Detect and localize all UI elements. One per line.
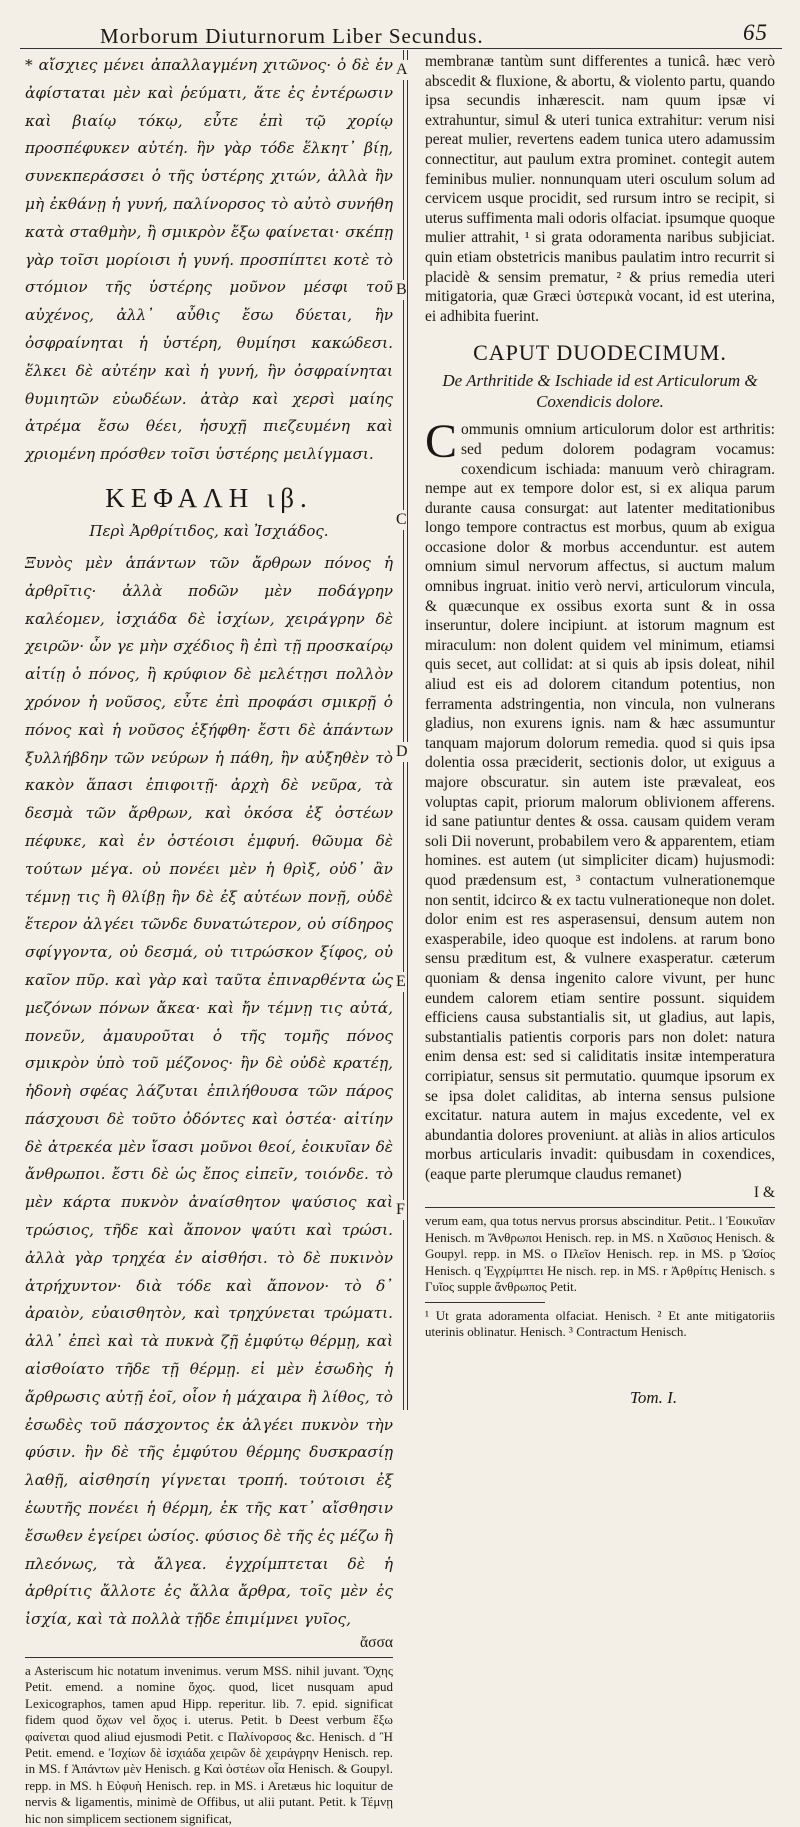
running-title: Morborum Diuturnorum Liber Secundus. <box>100 24 484 48</box>
footnote-rule <box>25 1657 393 1658</box>
signature-mark: Tom. I. <box>630 1388 678 1407</box>
drop-cap-letter: C <box>425 415 458 469</box>
page-number: 65 <box>743 20 768 45</box>
margin-letter-c: C <box>396 511 407 528</box>
footnote-rule-short <box>425 1302 545 1303</box>
header-rule <box>20 48 782 49</box>
latin-chapter-title: CAPUT DUODECIMUM. <box>473 340 727 366</box>
margin-letter-b: B <box>396 281 407 298</box>
latin-body-text <box>425 415 775 1184</box>
greek-catchword: ἄσσα <box>360 1634 393 1652</box>
greek-chapter-subtitle: Περὶ Ἀρθρίτιδος, καὶ Ἰσχιάδος. <box>89 521 329 540</box>
footnote-rule-right <box>425 1207 775 1208</box>
column-gutter <box>396 50 422 1410</box>
greek-intro-paragraph: * αἴσχιες μένει ἀπαλλαγμένη χιτῶνος· ὁ δὲ ἐν ἀφίσταται μὲν καὶ ῥεύματι, ἅτε ἐς ἐντέρωσιν καὶ βιαίῳ τόκῳ, εὖτε ἐπὶ τῷ χορίῳ προσπέφυκεν αὐτέη. ἢν γὰρ τόδε ἕλκητ᾽ βίῃ, συνεκπεράσσει ὁ τῆς ὑστέρης χιτών, ἀλλὰ ἢν μὴ ἐκθάνῃ ἡ γυνή, παλίνορσος τὸ αὐτὸ συνήθη κατὰ σταθμὴν, ἢ σμικρὸν ἔξω φαίνεται· σκέπῃ γὰρ τοῖσι μορίοισι ἡ γυνή. προσπίπτει κοτὲ τὸ στόμιον τῆς ὑστέρης μοῦνον μέσφι τοῦ αὐχένος, ἀλλ᾽ αὖθις ἔσω δύεται, ἢν ὀσφραίνηται ἡ ὑστέρη, θυμίησι κακώδεσι. ἕλκει δὲ αὐτέην καὶ ἡ γυνή, ἢν ὀσφραίνηται θυμιητῶν εὐωδέων. ἀτὰρ καὶ χερσὶ μαίης ἀτρέμα ἔσω θέει, ἡσυχῇ πιεζευμένη καὶ χριομένη πρόσθεν τοῖσι ὑστέρης μειλίγμασι. <box>25 56 393 464</box>
margin-letter-a: A <box>396 61 408 78</box>
latin-body-content: ommunis omnium articulorum dolor est arthritis: sed pedum dolorem podagram vocamus: coxendicum ischiada: manuum verò chiragram. nempe aut ex tempore dolor est, si ex aliqua parum durante causa consurgat: aut latenter meditationibus longo tempore contractus est morbus, quum ab exigua occasione dolor & morbus accenduntur. est autem omnium simul nervorum affectus, si auctum malum omnibus ingruat. initio verò nervi, articulorum vincula, & quæcunque ex ossibus exorta sunt & in ossa inseruntur, dolere incipiunt. at istorum magnum est miraculum: non dolent quidem vel minimum, etiamsi quis secet, aut collidat: at si quis ab ipsis doleat, nihil aliud est eis ad dolorem citandum potentius, non ferramenta adstringentia, non vincula, non vulnerans gladius, non exurens ignis. nam & hæc assumuntur tanquam majorum dolorum remedia. quod si quis ipsa dolentia ossa præciderit, sectionis dolor, ut exiguus a majore obscuratur. sin autem iste prævaleat, eos voluptas capit, priorum malorum oblivionem afferens. id sane patiuntur dentes & ossa. causam quidem veram soli Dii noverunt, probabilem vero & apparentem, etiam homines. est autem (ut simpliciter dicam) hujusmodi: quod prædensum est, ³ contactum vulnerationemque non sentit, idcirco & ex tactu vulnerationeque non dolet. dolor enim est res asperasensui, densum autem non exasperabile, ideo quoque est indolens. at rarum bono sensu præditum est, & vulnere exasperatur. cæterum quoniam & densa ingenito calore vivunt, per hunc eundem calorem etiam sentire possunt. siquidem efficiens causa substantialis sit, ut gladius, aut lapis, substantialis patientis corporis pars non dolet: natura enim densa est: sed si caliditatis insitæ intemperatura corripiatur, sensus sit permutatio. quumque ipsorum ex se ipsa dolet caliditas, ab interna sensus pulsione excitatur. natura autem in majus excedente, vel ex abundantia dolores proveniunt. at aliàs in alios articulos morbus articularis invadit: quibusdam in coxendices, (eaque parte plerumque claudus remanet) <box>425 421 775 1183</box>
margin-letter-d: D <box>396 743 408 760</box>
latin-numbered-footnotes: ¹ Ut grata adoramenta olfaciat. Henisch. ² Et ante mitigatoriis uterinis oblinatur. Henisch. ³ Contractum Henisch. <box>425 1307 775 1339</box>
greek-chapter-title: ΚΕΦΑΛΗ ιβ. <box>105 482 313 513</box>
latin-catchword: I & <box>753 1184 775 1202</box>
margin-letter-e: E <box>396 973 406 990</box>
latin-chapter-subtitle: De Arthritide & Ischiade id est Articulorum & Coxendicis dolore. <box>442 371 758 412</box>
greek-column <box>25 52 393 1826</box>
running-header <box>100 18 770 52</box>
greek-body-text: Ξυνὸς μὲν ἁπάντων τῶν ἄρθρων πόνος ἡ ἀρθρῖτις· ἀλλὰ ποδῶν μὲν ποδάγρην καλέομεν, ἰσχιάδα δὲ ἰσχίων, χειράγρην δὲ χειρῶν· ὧν γε μὴν σχέδιος ἢ ἐπὶ τῇ προσκαίρῳ αἰτίῃ ὁ πόνος, ἢ κρύφιον δὲ μελέτῃσι πολλὸν χρόνον ἡ νοῦσος, εὖτε ἐπὶ προφάσι σμικρῇ ὁ πόνος καὶ ἡ νοῦσος ἐξήφθη· ἔστι δὲ ἁπάντων ξυλλήβδην τῶν νεύρων ἡ πάθη, ἢν αὐξηθὲν τὸ κακὸν ἅπασι ἐπιφοιτῇ· ἀρχὴ δὲ νεῦρα, τὰ δεσμὰ τῶν ἄρθρων, καὶ ὁκόσα ἐξ ὀστέων πέφυκε, καὶ ἐν ὀστέοισι ἐμφυή. θῶυμα δὲ τούτων μέγα. οὐ πονέει μὲν ἡ θρὶξ, οὐδ᾽ ἂν τέμνῃ τις ἢ θλίβῃ ἢν δὲ ἐξ αὐτέων πονῇ, οὐδὲ ἕτερον ἀλγέει τῶνδε δυνατώτερον, οὐ σίδηρος σφίγγοντα, οὐ δεσμά, οὐ τιτρώσκον ξίφος, οὐ καῖον πῦρ. καὶ γὰρ καὶ ταῦτα ἐπιναρθέντα ὡς μεζόνων πόνων ἄκεα· καὶ ἤν τέμνῃ τις αὐτά, πονεῦν, ἀμαυροῦται ὁ τῆς τομῆς πόνος σμικρὸν ὑπὸ τοῦ μέζονος· ἢν δὲ οὐδὲ κρατέῃ, ἡδονὴ σφέας λάζυται ἐπιλήθουσα τῶν πάρος πάσχουσι δὲ τοῦτο ὀδόντες καὶ ὀστέα· αἰτίην δὲ ἀτρεκέα μὲν ἴσασι μοῦνοι θεοί, ἐοικυῖαν δὲ ἄνθρωποι. ἔστι δὲ ὡς ἔπος εἰπεῖν, τοιόνδε. τὸ μὲν κάρτα πυκνὸν ἀναίσθητον ψαύσιος καὶ τρώσιος, τῆδε καὶ ἄπονον ψαύτι καὶ τρώσι. ἀλλὰ γὰρ τρηχέα ἐν αἰσθήσι. τὸ δὲ πυκινὸν ἀτρήχυντον· διὰ τόδε καὶ ἄπονον· τὸ δ᾽ ἀραιὸν, εὐαισθητὸν, καὶ τρηχύνεται τρώματι. ἀλλ᾽ ἐπεὶ καὶ τὰ πυκνὰ ζῇ ἐμφύτῳ θέρμῃ, καὶ αἰσθοίατο τῆδε τῇ θέρμῃ. εἰ μὲν ἐσωδὴς ἡ ἄρθρωσις αὐτῇ ἐοῖ, οἷον ἡ μάχαιρα ἢ λίθος, τὸ ἐσωδὲς τοῦ πάσχοντος ἐκ ἀλγέει πυκνὸν τὴν φύσιν. ἢν δὲ τῆς ἐμφύτου θέρμης δυσκρασίῃ λαθῇ, αἰσθησίη γίγνεται τροπή. τούτοισι ἐξ ἑωυτῆς πονέει ἡ θέρμη, ἐκ τῆς κατ᾽ αἴσθησιν ἔσωθεν ἐγείρει ὠσίος. φύσιος δὲ τῆς ἐς μέζω ἢ πλεόνως, τὰ ἄλγεα. ἐγχρίμπτεται δὲ ἡ ἀρθρίτις ἄλλοτε ἐς ἄλλα ἄρθρα, τοῖς μὲν ἐς ἰσχία, καὶ τὰ πολλὰ τῇδε ἐπιμίμνει γυῖος, <box>25 553 393 1629</box>
latin-intro-paragraph: membranæ tantùm sunt differentes a tunicâ. hæc verò abscedit & fluxione, & abortu, & violento partu, quando ipsa secundis inhærescit. nam quum ipsæ vi extrahuntur, simul & uteri tunica extrahitur: verum nisi pereat mulier, revertens eadem tunica utero adamussim connectitur, aut paulum extra prominet. contegit autem feminibus mulier. nonnunquam uteri osculum solum ad cervicem usque procidit, sed rursum intro se recipit, si uterus suffimenta mali odoris olfaciat. ipsumque quoque mulier attrahit, ¹ si grata odoramenta naribus subjiciat. quin etiam obstetricis manibus paulatim intro recurrit si placidè & sensim prematur, ² & prius remedia uteri mitigatoria, quæ Græci ὑστερικὰ vocant, id est uterina, ei adhibita fuerint. <box>425 53 775 325</box>
greek-footnotes: a Asteriscum hic notatum invenimus. verum MSS. nihil juvant. Ὄχης Petit. emend. a nomine ὄχος. quod, licet nusquam apud Lexicographos, tamen apud Hipp. reperitur. lib. 7. epid. significat fidem quod ὄχων vel ὄχος i. uterus. Petit. b Deest verbum ἔξω φαίνεται quod aliud ejusmodi Petit. c Παλίνορσος &c. Henisch. d Ἢ Petit. emend. e Ἰσχίων δὲ ἰσχιάδα χειρῶν δὲ χειράγρην Henisch. rep. in MS. f Ἁπάντων μὲν Henisch. g Καὶ ὀστέων οἷα Henisch. & Goupyl. repp. in MS. h Εὐφυὴ Henisch. rep. in MS. i Aretæus hic loquitur de nervis & ligamentis, minimè de Offibus, ut alii putant. Petit. k Τέμνῃ hic non simplicem sectionem significat, <box>25 1663 393 1826</box>
latin-footnotes-continued: verum eam, qua totus nervus prorsus abscinditur. Petit.. l Ἐοικυῖαν Henisch. m Ἄνθρωποι Henisch. rep. in MS. n Χαῦσιος Henisch. & Goupyl. repp. in MS. o Πλεῖον Henisch. rep. in MS. p Ὠσίος Henisch. q Ἐγχρίμπτει He nisch. rep. in MS. r Ἀρθρίτις Henisch. s Γυῖος supple ἄνθρωπος Petit. <box>425 1213 775 1295</box>
margin-letter-f: F <box>396 1201 405 1218</box>
latin-column <box>425 52 775 1427</box>
gutter-rule-right <box>407 50 408 1410</box>
